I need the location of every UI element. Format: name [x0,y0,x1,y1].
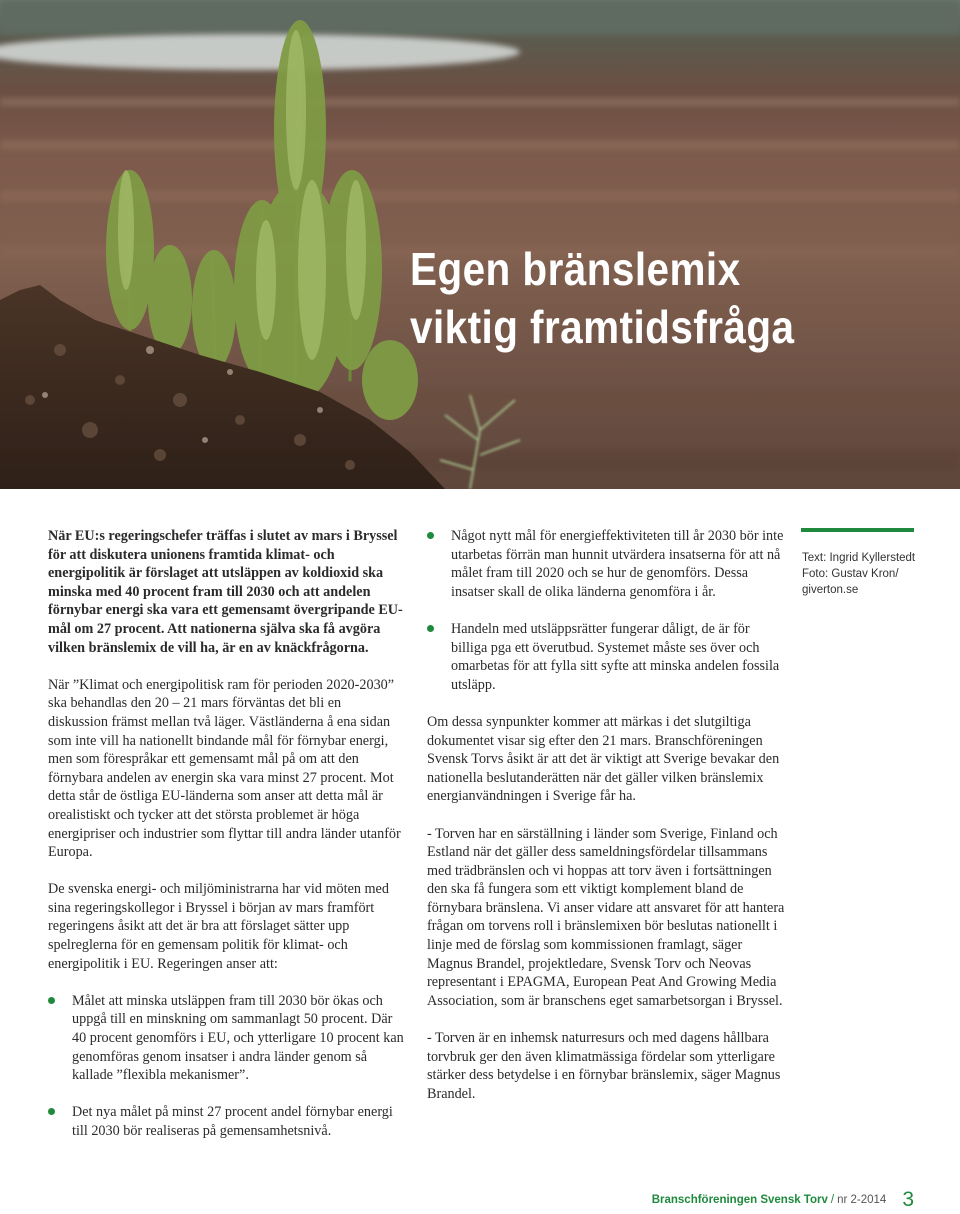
page-number: 3 [902,1188,914,1211]
list-item: Handeln med utsläppsrätter fungerar dåligt, de är för billiga pga ett överutbud. Systemet måste ses över och omarbetas för att fylla sitt syfte att minska andelen fossila utsläpp. [427,620,789,694]
hero-photo [0,0,960,489]
body-paragraph: De svenska energi- och miljöministrarna har vid möten med sina regeringskollegor i Bryssel i början av mars framfört regeringens åsikt att det är bra att förslaget sätter upp spelreglerna för en gemensam politik för klimat- och energipolitik i EU. Regeringen anser att: [48,881,389,972]
page-footer [652,1188,914,1212]
government-position-list-continued [427,527,789,694]
body-paragraph: När ”Klimat och energipolitisk ram för perioden 2020-2030” ska behandlas den 20 – 21 mars förväntas det bli en diskussion främst mellan två läger. Västländerna å ena sidan som inte vill ha nationellt bindande mål för förnybar energi, men som förespråkar ett gemensamt mål på om att den förnybara andelen av energin ska vara minst 27 procent. Mot detta står de östliga EU-länderna som anser att detta mål är orealistiskt och tycker att det största problemet är höga energipriser och industrier som flyttar till andra länder utanför Europa. [48,676,401,861]
middle-text-column [427,527,789,1122]
article-credits [802,550,932,598]
credits-divider [801,528,914,532]
photo-credit-site: giverton.se [802,584,859,596]
headline-line-1: Egen bränslemix [410,243,741,295]
government-position-list [48,992,404,1141]
footer-separator: / [830,1194,835,1206]
lead-paragraph: När EU:s regeringschefer träffas i slutet av mars i Bryssel för att diskutera unionens framtida klimat- och energipolitik är förslaget att utsläppen av koldioxid ska minska med 40 procent fram till 2030 och att andelen förnybar energi ska vara ett gemensamt övergripande EU-mål om 27 procent. Att nationerna själva ska få avgöra vilken bränslemix de vill ha, är en av knäckfrågorna. [48,528,403,656]
issue-number: nr 2-2014 [837,1194,887,1206]
quote-paragraph: - Torven har en särställning i länder som Sverige, Finland och Estland när det gäller dess sameldningsfördelar tillsammans med trädbränslen och vi hoppas att torv även i fortsättningen den ska få fungera som ett viktigt komplement bland de förnybara bränslena. Vi anser vidare att ansvaret för att hantera frågan om torvens roll i bränslemixen bör beslutas nationellt i linje med de förslag som kommissionen framlagt, säger Magnus Brandel, projektledare, Svensk Torv och Neovas representant i EPAGMA, European Peat And Growing Media Association, som är branschens eget samarbetsorgan i Bryssel. [427,825,785,1009]
publisher-name: Branschföreningen Svensk Torv [651,1194,828,1206]
photo-credit: Foto: Gustav Kron/ [802,568,899,580]
list-item: Målet att minska utsläppen fram till 2030 bör ökas och uppgå till en minskning om sammanlagt 50 procent. Där 40 procent genomförs i EU, och ytterligare 10 procent kan genomföras genom insatser i andra länder genom så kallade ”flexibla mekanismer”. [48,992,404,1085]
list-item: Något nytt mål för energieffektiviteten till år 2030 bör inte utarbetas förrän man hunnit utvärdera insatserna för att nå målet fram till 2020 och se hur de genomförs. Dessa insatser skall de olika länderna genomföra i år. [427,527,789,601]
left-text-column [48,527,404,1159]
quote-paragraph: - Torven är en inhemsk naturresurs och med dagens hållbara torvbruk ger den även klimatmässiga fördelar som ytterligare stärker dess betydelse i en förnybar bränslemix, säger Magnus Brandel. [427,1030,781,1102]
list-item: Det nya målet på minst 27 procent andel förnybar energi till 2030 bör realiseras på gemensamhetsnivå. [48,1103,404,1140]
text-credit: Text: Ingrid Kyllerstedt [802,552,916,564]
article-headline [410,240,794,356]
body-paragraph: Om dessa synpunkter kommer att märkas i det slutgiltiga dokumentet visar sig efter den 21 mars. Branschföreningen Svensk Torvs åsikt är att det är viktigt att Sverige bevakar den nationella beslutanderätten när det gäller vilken bränslemix energianvändningen i Sverige får ha. [427,713,780,805]
headline-line-2: viktig framtidsfråga [410,301,795,353]
